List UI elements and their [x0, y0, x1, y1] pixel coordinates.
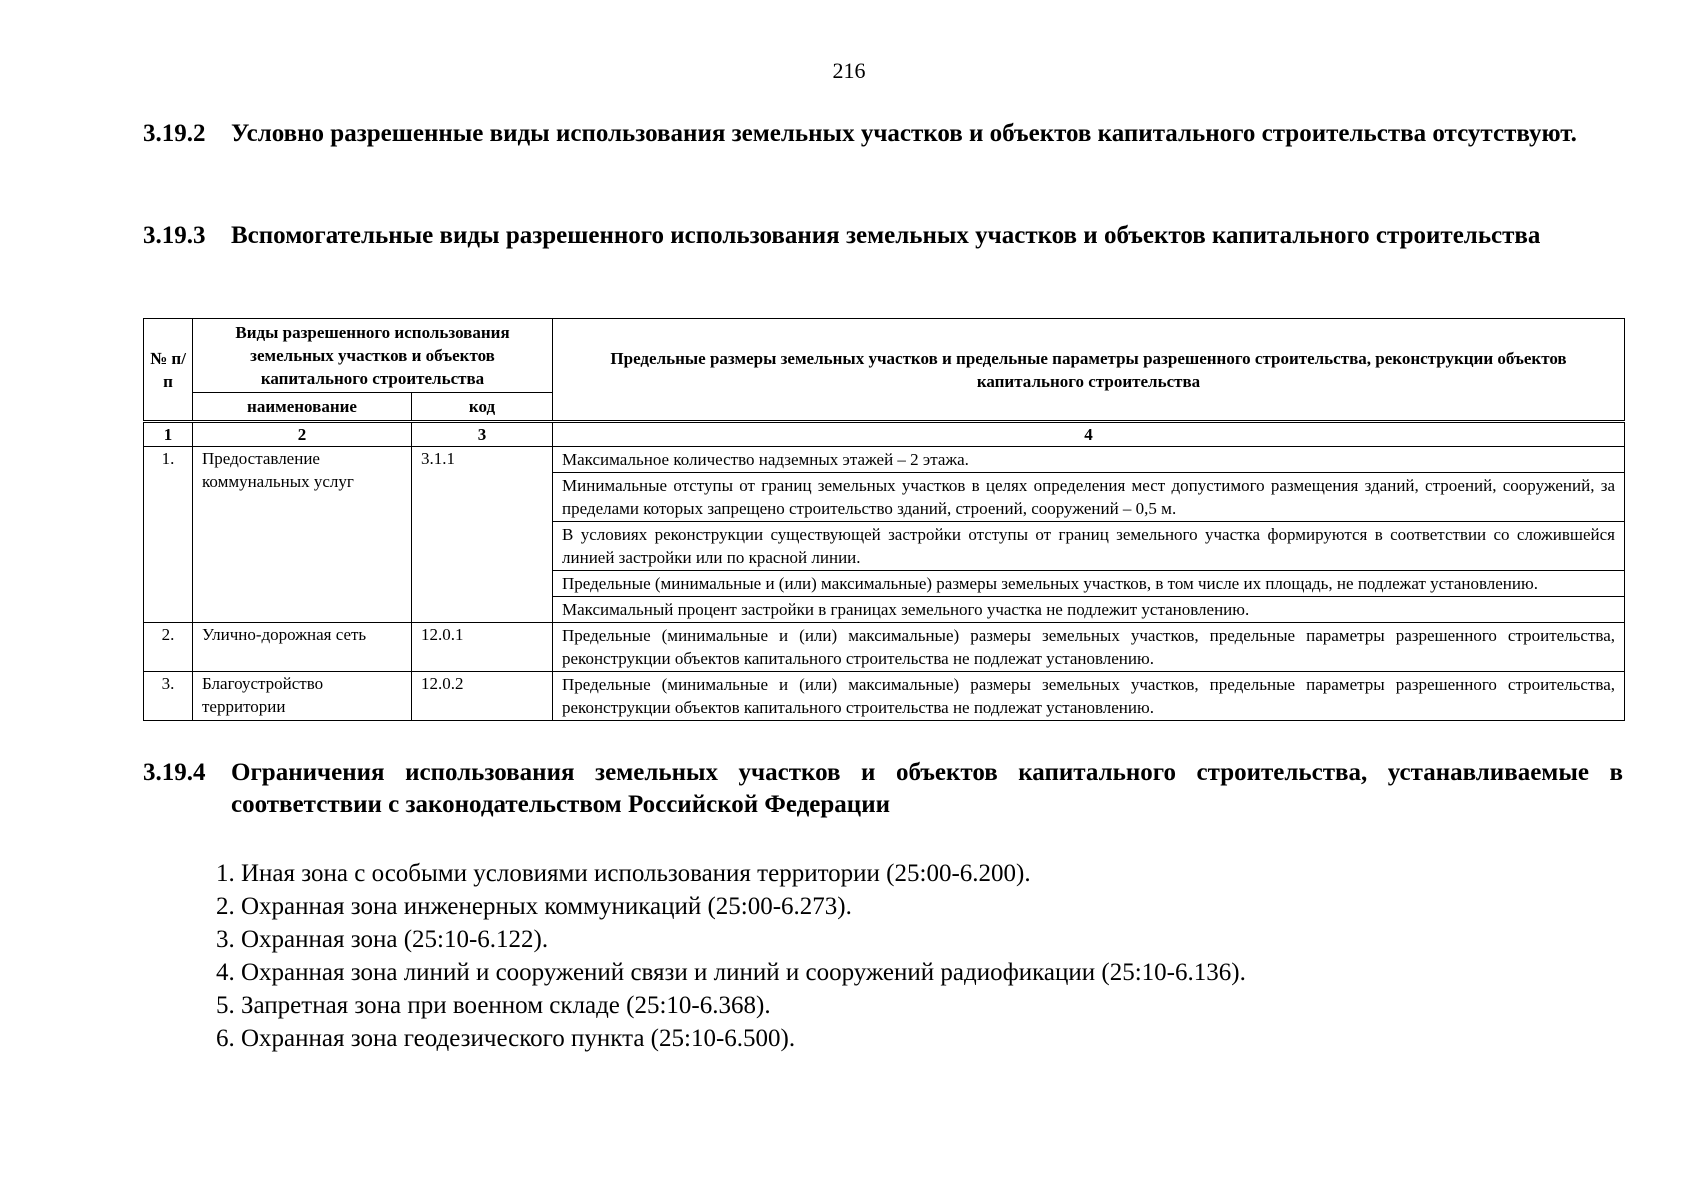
row-name: Улично-дорожная сеть — [193, 623, 412, 672]
row-name: Предоставление коммунальных услуг — [193, 447, 412, 623]
row-param: В условиях реконструкции существующей застройки отступы от границ земельного участка формируются в соответствии со сложившейся линией застройки или по красной линии. — [553, 522, 1625, 571]
list-item: 1. Иная зона с особыми условиями использования территории (25:00-6.200). — [216, 860, 1031, 887]
row-param: Предельные (минимальные и (или) максимальные) размеры земельных участков, в том числе их площадь, не подлежат установлению. — [553, 571, 1625, 597]
section-title: Вспомогательные виды разрешенного использования земельных участков и объектов капитального строительства — [231, 222, 1541, 249]
column-number: 3 — [412, 422, 553, 447]
list-item: 4. Охранная зона линий и сооружений связи и линий и сооружений радиофикации (25:10-6.136). — [216, 959, 1246, 986]
list-item: 5. Запретная зона при военном складе (25:10-6.368). — [216, 992, 771, 1019]
header-limits: Предельные размеры земельных участков и предельные параметры разрешенного строительства, реконструкции объектов капитального строительства — [553, 319, 1625, 422]
row-param: Предельные (минимальные и (или) максимальные) размеры земельных участков, предельные параметры разрешенного строительства, реконструкции объектов капитального строительства не подлежат установлению. — [553, 623, 1625, 672]
column-number: 2 — [193, 422, 412, 447]
page-number: 216 — [832, 58, 866, 83]
row-param: Предельные (минимальные и (или) максимальные) размеры земельных участков, предельные параметры разрешенного строительства, реконструкции объектов капитального строительства не подлежат установлению. — [553, 672, 1625, 721]
header-num: № п/п — [144, 319, 193, 422]
row-param: Максимальный процент застройки в границах земельного участка не подлежит установлению. — [553, 597, 1625, 623]
table-row — [144, 447, 1625, 473]
section-3-19-4-heading — [143, 757, 1623, 821]
list-item: 2. Охранная зона инженерных коммуникаций (25:00-6.273). — [216, 893, 852, 920]
table-row — [144, 672, 1625, 721]
section-3-19-2-heading — [143, 118, 1623, 150]
row-code: 12.0.1 — [412, 623, 553, 672]
permitted-use-table — [143, 318, 1625, 721]
header-types: Виды разрешенного использования земельных участков и объектов капитального строительства — [193, 319, 553, 393]
section-number: 3.19.2 — [143, 120, 206, 147]
header-name: наименование — [193, 393, 412, 422]
restrictions-list — [216, 857, 1246, 1055]
section-number: 3.19.4 — [143, 759, 206, 786]
table-row — [144, 623, 1625, 672]
row-code: 12.0.2 — [412, 672, 553, 721]
column-number: 1 — [144, 422, 193, 447]
row-name: Благоустройство территории — [193, 672, 412, 721]
row-param: Максимальное количество надземных этажей – 2 этажа. — [553, 447, 1625, 473]
section-title: Ограничения использования земельных участков и объектов капитального строительства, устанавливаемые в соответствии с законодательством Российской Федерации — [231, 759, 1623, 818]
section-number: 3.19.3 — [143, 222, 206, 249]
section-title: Условно разрешенные виды использования земельных участков и объектов капитального строительства отсутствуют. — [231, 120, 1577, 147]
row-num: 2. — [144, 623, 193, 672]
row-param: Минимальные отступы от границ земельных участков в целях определения мест допустимого размещения зданий, строений, сооружений, за пределами которых запрещено строительство зданий, строений, сооружений – 0,5 м. — [553, 473, 1625, 522]
row-code: 3.1.1 — [412, 447, 553, 623]
list-item: 6. Охранная зона геодезического пункта (25:10-6.500). — [216, 1025, 796, 1052]
header-code: код — [412, 393, 553, 422]
row-num: 1. — [144, 447, 193, 623]
section-3-19-3-heading — [143, 220, 1623, 252]
row-num: 3. — [144, 672, 193, 721]
list-item: 3. Охранная зона (25:10-6.122). — [216, 926, 549, 953]
column-number: 4 — [553, 422, 1625, 447]
